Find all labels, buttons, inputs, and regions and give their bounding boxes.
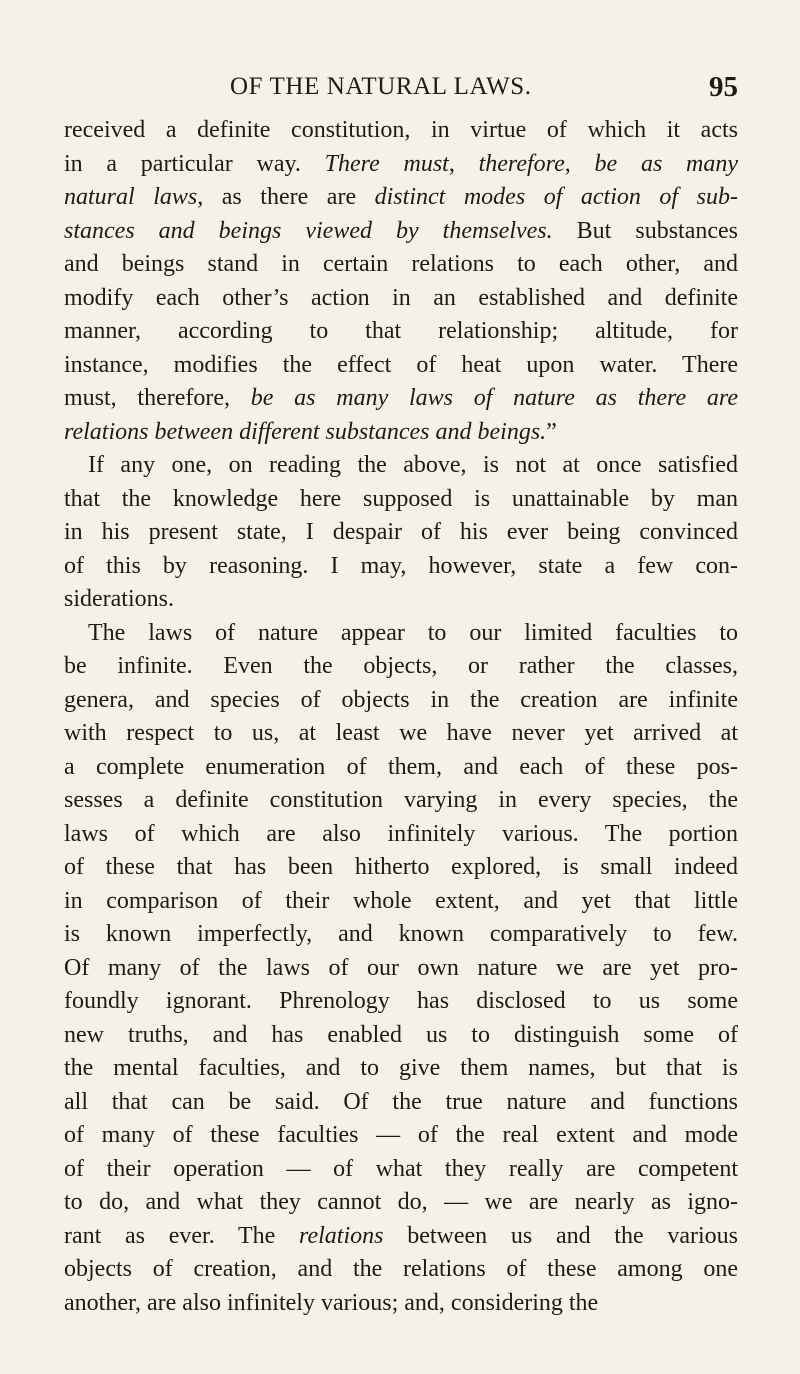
text-run: with respect to us, at least we have never yet arrived at	[64, 720, 738, 746]
text-run: foundly ignorant. Phrenology has disclosed to us some	[64, 988, 738, 1014]
text-run: all that can be said. Of the true nature and functions	[64, 1088, 738, 1115]
text-line	[64, 1086, 738, 1120]
text-line	[64, 818, 738, 852]
text-run: ”	[546, 418, 557, 445]
text-line	[64, 148, 738, 182]
text-run: sesses a definite constitution varying in every species, the	[64, 787, 738, 813]
text-run: in comparison of their whole extent, and yet that little	[64, 887, 738, 914]
text-run: must, therefore,	[64, 385, 251, 411]
text-run: rant as ever. The	[64, 1222, 300, 1249]
text-run: of their operation — of what they really are competent	[64, 1155, 738, 1182]
paragraph	[64, 449, 738, 617]
italic-text: be as many	[594, 150, 739, 177]
text-line	[64, 449, 738, 483]
page-number: 95	[709, 71, 738, 103]
text-run: , as there are	[197, 184, 375, 210]
text-run: be infinite. Even the objects, or rather the classes,	[64, 653, 738, 679]
text-line	[64, 1019, 738, 1053]
text-line	[64, 349, 738, 383]
text-line	[64, 550, 738, 584]
text-line	[64, 617, 738, 651]
paragraph	[64, 617, 738, 1321]
text-line	[64, 851, 738, 885]
paragraph	[64, 114, 738, 449]
text-run: laws of which are also infinitely various. The portion	[64, 820, 738, 847]
italic-text: natural laws	[64, 184, 198, 210]
body-text	[64, 114, 738, 1320]
text-run: of many of these faculties — of the real extent and mode	[64, 1122, 738, 1148]
text-run: in a particular way.	[64, 150, 325, 177]
text-line	[64, 416, 738, 450]
text-run: of this by reasoning. I may, however, state a few con-	[64, 552, 738, 579]
text-line	[64, 483, 738, 517]
text-run: But substances	[552, 217, 738, 244]
text-run: ,	[564, 150, 595, 177]
text-line	[64, 1052, 738, 1086]
text-line	[64, 282, 738, 316]
italic-text: distinct modes of action of sub-	[374, 184, 738, 210]
text-run: another, are also infinitely various; and, considering the	[64, 1289, 599, 1316]
text-run: of these that has been hitherto explored, is small indeed	[64, 854, 738, 880]
italic-text: There must	[324, 150, 449, 177]
text-run: the mental faculties, and to give them names, but that is	[64, 1055, 738, 1081]
text-line	[64, 1186, 738, 1220]
text-line	[64, 1153, 738, 1187]
text-run: is known imperfectly, and known comparatively to few.	[64, 921, 738, 947]
text-line	[64, 315, 738, 349]
italic-text: stances and beings viewed by themselves.	[64, 217, 553, 244]
text-line	[64, 985, 738, 1019]
text-run: manner, according to that relationship; altitude, for	[64, 318, 738, 344]
text-line	[64, 952, 738, 986]
italic-text: relations	[299, 1222, 384, 1249]
text-line	[64, 583, 738, 617]
running-title: OF THE NATURAL LAWS.	[230, 73, 532, 100]
text-run: that the knowledge here supposed is unattainable by man	[64, 485, 738, 512]
text-run: a complete enumeration of them, and each of these pos-	[64, 753, 738, 780]
text-line	[64, 784, 738, 818]
italic-text: relations between different substances and beings.	[64, 418, 547, 445]
text-run: and beings stand in certain relations to each other, and	[64, 251, 738, 277]
text-line	[64, 1287, 738, 1321]
running-head	[0, 70, 800, 110]
text-run: siderations.	[64, 586, 174, 612]
text-line	[64, 248, 738, 282]
text-run: genera, and species of objects in the creation are infinite	[64, 686, 738, 713]
italic-text: be as many laws of nature as there are	[250, 385, 738, 411]
text-run: between us and the various	[383, 1222, 738, 1249]
text-line	[64, 1119, 738, 1153]
text-run: in his present state, I despair of his ever being convinced	[64, 519, 738, 545]
text-line	[64, 1220, 738, 1254]
text-run: If any one, on reading the above, is not at once satisfied	[88, 452, 738, 478]
text-line	[64, 114, 738, 148]
italic-text: therefore	[478, 150, 565, 177]
text-run: objects of creation, and the relations of these among one	[64, 1256, 738, 1282]
text-run: new truths, and has enabled us to distinguish some of	[64, 1021, 738, 1048]
text-line	[64, 181, 738, 215]
text-run: instance, modifies the effect of heat upon water. There	[64, 351, 738, 378]
text-run: received a definite constitution, in virtue of which it acts	[64, 117, 738, 143]
text-line	[64, 215, 738, 249]
text-line	[64, 650, 738, 684]
text-line	[64, 684, 738, 718]
text-line	[64, 885, 738, 919]
text-run: Of many of the laws of our own nature we are yet pro-	[64, 954, 738, 981]
text-run: ,	[448, 150, 479, 177]
text-run: to do, and what they cannot do, — we are nearly as igno-	[64, 1189, 738, 1215]
text-line	[64, 516, 738, 550]
text-line	[64, 717, 738, 751]
text-run: modify each other’s action in an established and definite	[64, 284, 738, 311]
text-line	[64, 918, 738, 952]
text-run: The laws of nature appear to our limited faculties to	[88, 619, 738, 646]
text-line	[64, 382, 738, 416]
text-line	[64, 1253, 738, 1287]
text-line	[64, 751, 738, 785]
